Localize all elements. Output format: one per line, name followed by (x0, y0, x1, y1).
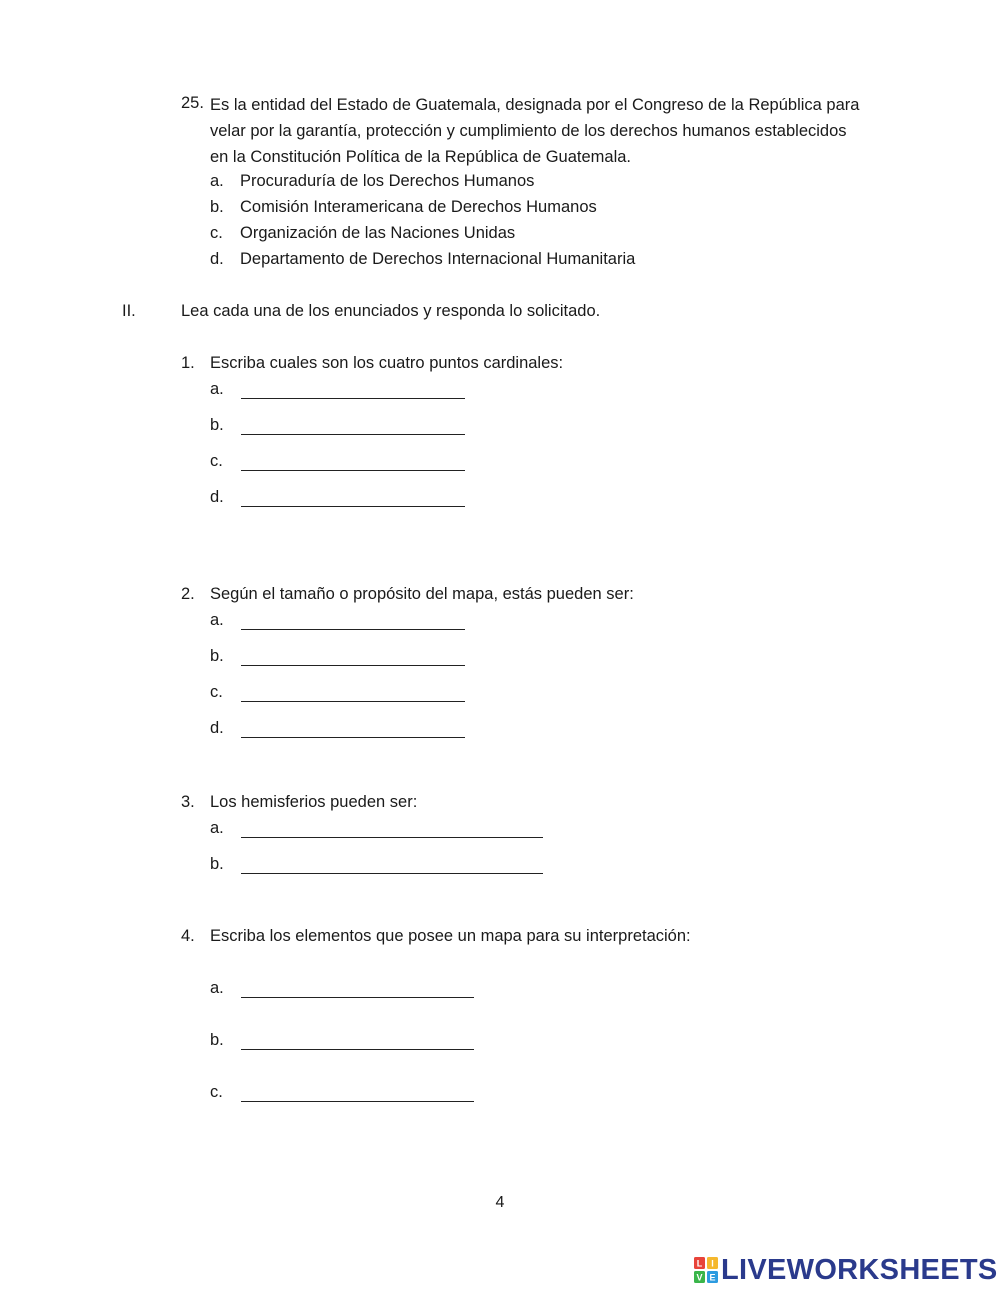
option-letter: a. (210, 172, 224, 190)
liveworksheets-icon (694, 1257, 718, 1283)
question-number: 4. (181, 927, 195, 945)
answer-blank[interactable] (241, 398, 465, 399)
question-text: Escriba cuales son los cuatro puntos cardinales: (210, 354, 564, 372)
question-number: 3. (181, 793, 195, 811)
answer-letter: a. (210, 979, 224, 997)
answer-blank[interactable] (241, 1049, 474, 1050)
option-text[interactable]: Comisión Interamericana de Derechos Humanos (240, 198, 597, 216)
option-letter: d. (210, 250, 224, 268)
logo-tile-letter: L (696, 1258, 703, 1269)
option-letter: c. (210, 224, 223, 242)
question-number: 1. (181, 354, 195, 372)
answer-letter: b. (210, 416, 224, 434)
question-text: Los hemisferios pueden ser: (210, 793, 418, 811)
answer-letter: d. (210, 719, 224, 737)
answer-letter: d. (210, 488, 224, 506)
question-25-number: 25. (181, 94, 204, 112)
section-instruction: Lea cada una de los enunciados y responda lo solicitado. (181, 302, 601, 320)
question-25-line: Es la entidad del Estado de Guatemala, designada por el Congreso de la República para (210, 96, 860, 114)
option-text[interactable]: Departamento de Derechos Internacional Humanitaria (240, 250, 636, 268)
logo-tile-letter: V (696, 1272, 703, 1283)
answer-blank[interactable] (241, 629, 465, 630)
question-25-line: velar por la garantía, protección y cumplimiento de los derechos humanos establecidos (210, 122, 847, 140)
answer-letter: a. (210, 611, 224, 629)
answer-blank[interactable] (241, 873, 543, 874)
option-letter: b. (210, 198, 224, 216)
answer-blank[interactable] (241, 665, 465, 666)
answer-letter: a. (210, 380, 224, 398)
answer-blank[interactable] (241, 1101, 474, 1102)
answer-letter: b. (210, 1031, 224, 1049)
answer-blank[interactable] (241, 701, 465, 702)
answer-blank[interactable] (241, 470, 465, 471)
answer-blank[interactable] (241, 997, 474, 998)
answer-letter: c. (210, 452, 223, 470)
logo-tile-letter: I (711, 1258, 714, 1269)
page-number: 4 (495, 1194, 505, 1211)
answer-blank[interactable] (241, 837, 543, 838)
answer-letter: a. (210, 819, 224, 837)
question-text: Escriba los elementos que posee un mapa para su interpretación: (210, 927, 691, 945)
brand-name: LIVEWORKSHEETS (721, 1254, 998, 1286)
logo-tile-letter: E (709, 1272, 716, 1283)
option-text[interactable]: Procuraduría de los Derechos Humanos (240, 172, 535, 190)
answer-letter: b. (210, 855, 224, 873)
question-25-line: en la Constitución Política de la República de Guatemala. (210, 148, 631, 166)
liveworksheets-logo[interactable] (694, 1255, 998, 1285)
answer-blank[interactable] (241, 506, 465, 507)
answer-letter: c. (210, 1083, 223, 1101)
answer-letter: c. (210, 683, 223, 701)
question-25-text (210, 92, 915, 170)
question-number: 2. (181, 585, 195, 603)
answer-blank[interactable] (241, 434, 465, 435)
answer-letter: b. (210, 647, 224, 665)
question-text: Según el tamaño o propósito del mapa, estás pueden ser: (210, 585, 634, 603)
section-numeral: II. (122, 302, 136, 320)
answer-blank[interactable] (241, 737, 465, 738)
option-text[interactable]: Organización de las Naciones Unidas (240, 224, 516, 242)
